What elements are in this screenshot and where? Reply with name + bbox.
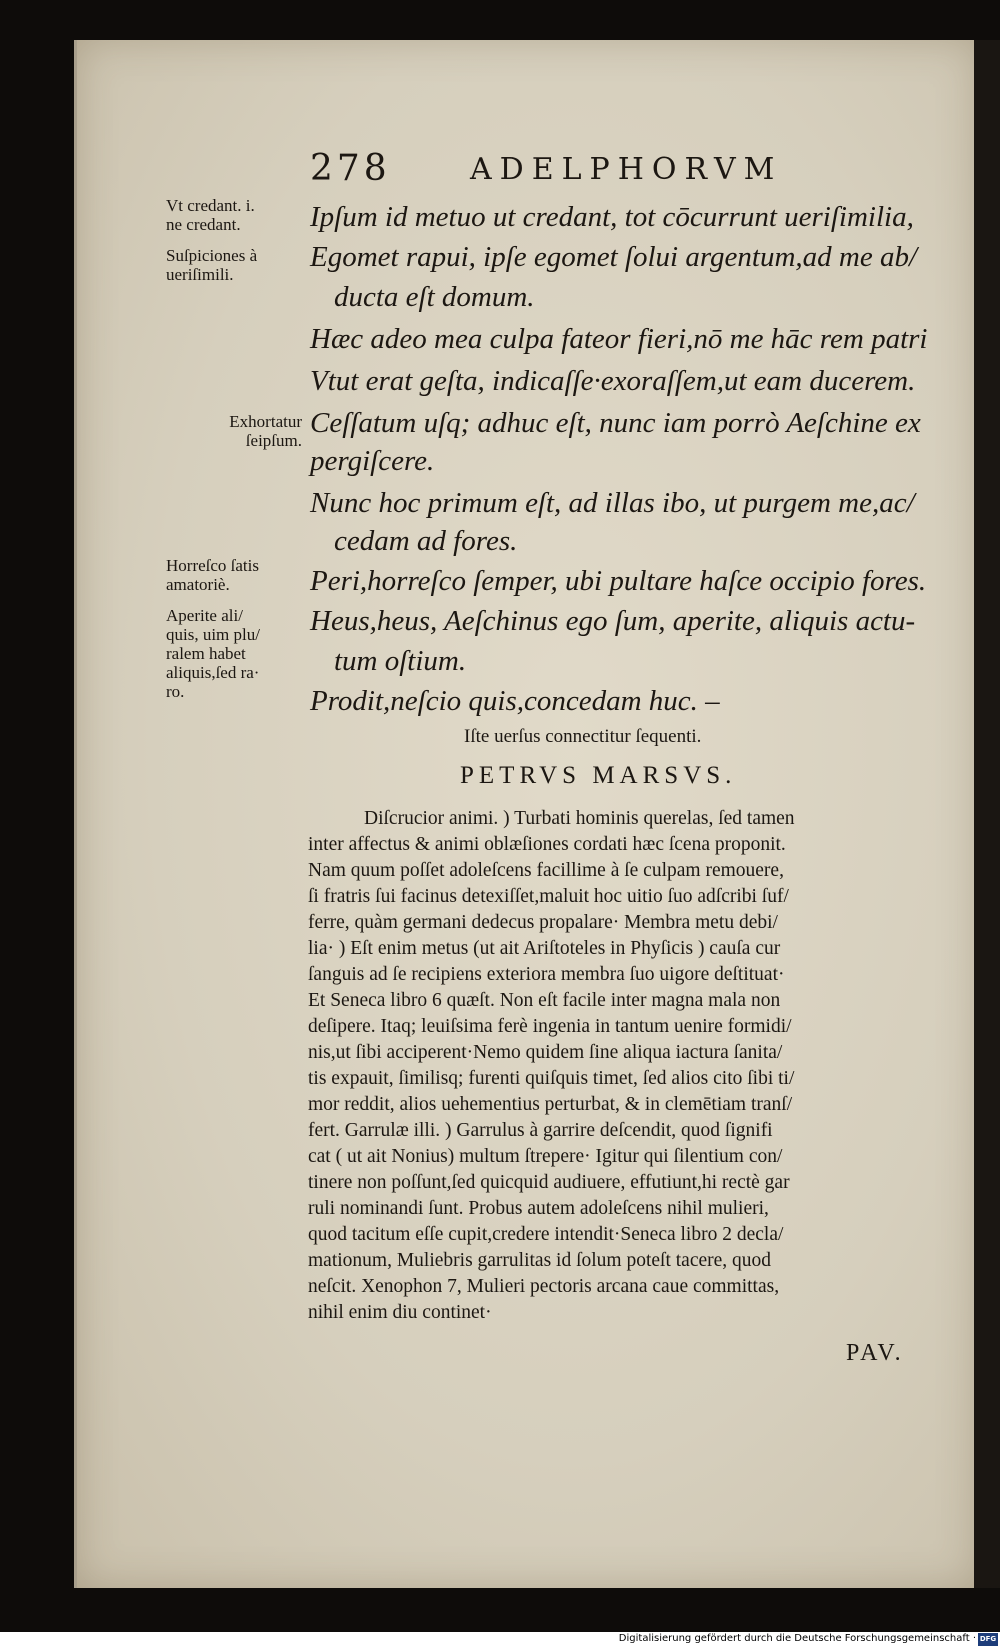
commentary-line: mationum, Muliebris garrulitas id ſolum poteſt tacere, quod <box>308 1250 772 1271</box>
commentary-line: cat ( ut ait Nonius) multum ſtrepere· Igitur qui ſilentium con/ <box>308 1146 783 1167</box>
commentary-line: tinere non poſſunt,ſed quicquid audiuere, effutiunt,hi rectè gar <box>308 1172 790 1193</box>
verse-line: Prodit,neſcio quis,concedam huc. – <box>310 685 720 717</box>
page-number: 278 <box>310 148 391 189</box>
verse-line: cedam ad fores. <box>334 525 518 557</box>
commentary-line: quod tacitum eſſe cupit,credere intendit·Seneca libro 2 decla/ <box>308 1224 784 1245</box>
commentary-line: ſanguis ad ſe recipiens exteriora membra ſuo uigore deſtituat· <box>308 964 785 985</box>
commentary-line: ſi fratris ſui facinus detexiſſet,maluit hoc uitio ſuo adſcribi ſuf/ <box>308 886 789 907</box>
commentary-line: inter affectus & animi oblæſiones cordati hæc ſcena proponit. <box>308 834 786 855</box>
commentary-line: nihil enim diu continet· <box>308 1302 492 1323</box>
marginal-note: Aperite ali/ quis, uim plu/ ralem habet aliquis,ſed ra· ro. <box>166 606 260 701</box>
commentary-line: nis,ut ſibi acciperent·Nemo quidem ſine aliqua iactura ſanita/ <box>308 1042 783 1063</box>
marginal-note: Exhortatur ſeipſum. <box>229 412 302 450</box>
commentary-line: deſipere. Itaq; leuiſsima ferè ingenia in tantum uenire formidi/ <box>308 1016 792 1037</box>
commentary-line: tis expauit, ſimilisq; furenti quiſquis timet, ſed alios cito ſibi ti/ <box>308 1068 795 1089</box>
marginal-note: Vt credant. i. ne credant. <box>166 196 255 234</box>
commentary-line: ferre, quàm germani dedecus propalare· Membra metu debi/ <box>308 912 778 933</box>
marginal-note: Suſpiciones à ueriſimili. <box>166 246 258 284</box>
dfg-logo: DFG <box>978 1633 998 1646</box>
verse-line: Hæc adeo mea culpa fateor fieri,nō me hāc rem patri <box>310 323 928 355</box>
verse-line: pergiſcere. <box>310 445 435 477</box>
verse-line: tum oſtium. <box>334 645 467 677</box>
commentator-heading: PETRVS MARSVS. <box>460 762 737 789</box>
commentary-line: fert. Garrulæ illi. ) Garrulus à garrire deſcendit, quod ſignifi <box>308 1120 773 1141</box>
verse-line: Vtut erat geſta, indicaſſe·exoraſſem,ut eam ducerem. <box>310 365 916 397</box>
verse-line: Nunc hoc primum eſt, ad illas ibo, ut purgem me,ac/ <box>310 487 915 519</box>
commentary-line: mor reddit, alios uehementius perturbat, & in clemētiam tranſ/ <box>308 1094 793 1115</box>
commentary-line: lia· ) Eſt enim metus (ut ait Ariſtoteles in Phyſicis ) cauſa cur <box>308 938 781 959</box>
page-header <box>310 148 870 192</box>
footer-credit: Digitalisierung gefördert durch die Deutsche Forschungsgemeinschaft · <box>618 1633 976 1644</box>
commentary-line: Et Seneca libro 6 quæſt. Non eſt facile inter magna mala non <box>308 990 781 1011</box>
commentary-line: Nam quum poſſet adoleſcens facillime à ſe culpam remouere, <box>308 860 784 881</box>
verse-line: Peri,horreſco ſemper, ubi pultare haſce occipio fores. <box>310 565 927 597</box>
commentary-line: ruli nominandi ſunt. Probus autem adoleſcens nihil mulieri, <box>308 1198 769 1219</box>
verse-line: Ipſum id metuo ut credant, tot cōcurrunt ueriſimilia, <box>310 201 914 233</box>
verse-line: ducta eſt domum. <box>334 281 535 313</box>
verse-line: Ceſſatum uſq; adhuc eſt, nunc iam porrò Aeſchine ex <box>310 407 921 439</box>
marginal-note: Horreſco ſatis amatoriè. <box>166 556 259 594</box>
connecting-note: Iſte uerſus connectitur ſequenti. <box>464 726 702 747</box>
verse-line: Heus,heus, Aeſchinus ego ſum, aperite, aliquis actu- <box>310 605 916 637</box>
commentary-line: neſcit. Xenophon 7, Mulieri pectoris arcana caue committas, <box>308 1276 780 1297</box>
commentary-line: Diſcrucior animi. ) Turbati hominis querelas, ſed tamen <box>364 808 795 829</box>
catchword: PAV. <box>846 1340 904 1366</box>
verse-line: Egomet rapui, ipſe egomet ſolui argentum,ad me ab/ <box>310 241 918 273</box>
running-title: ADELPHORVM <box>470 152 783 187</box>
